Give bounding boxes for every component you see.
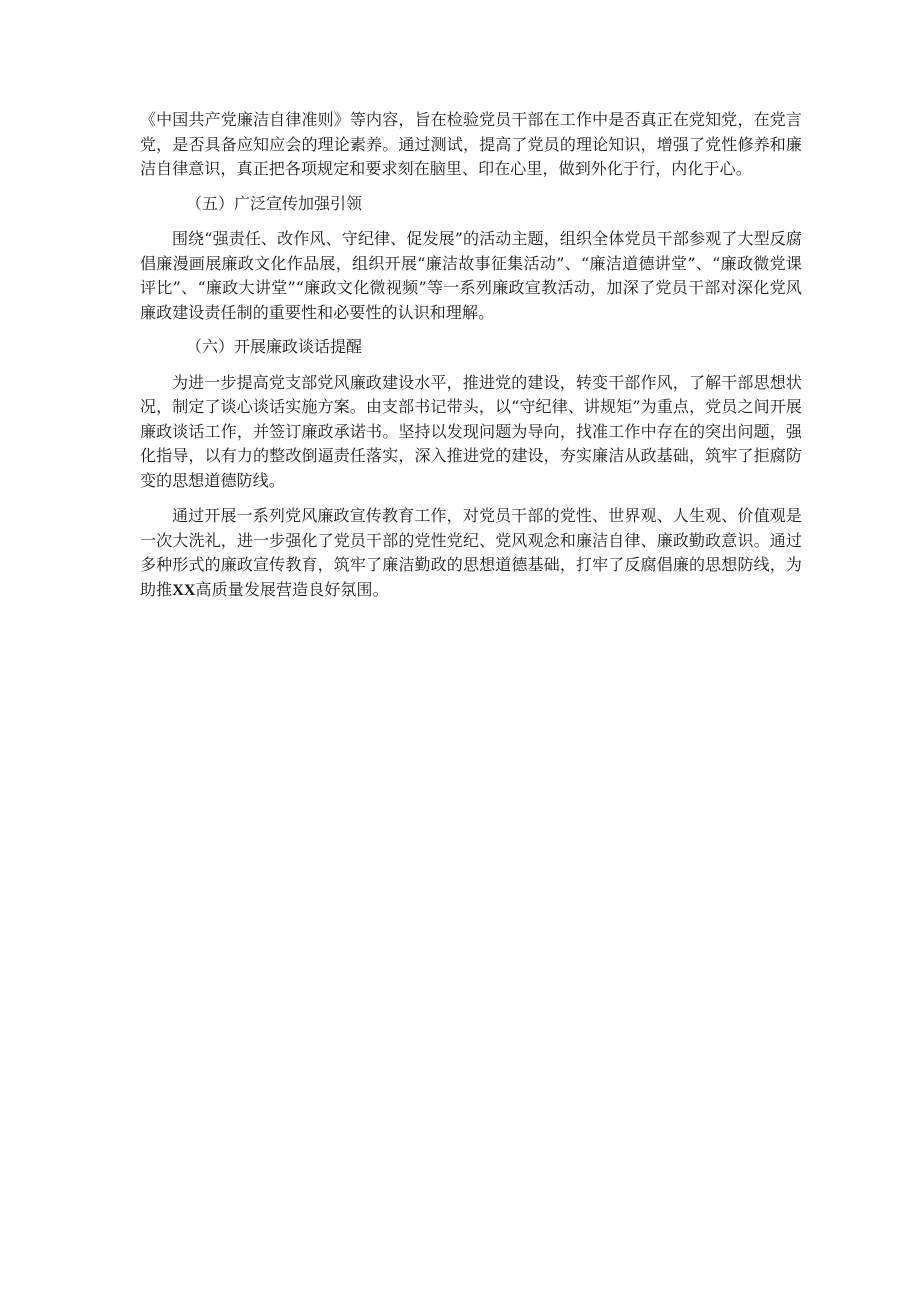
document-body	[140, 108, 802, 603]
paragraph-test-results: 《中国共产党廉洁自律准则》等内容，旨在检验党员干部在工作中是否真正在党知党，在党言党，是否具备应知应会的理论素养。通过测试，提高了党员的理论知识，增强了党性修养和廉洁自律意识，真正把各项规定和要求刻在脑里、印在心里，做到外化于行，内化于心。	[140, 110, 802, 178]
section-heading-5: （五）广泛宣传加强引领	[186, 193, 363, 213]
conclusion-keyword: XX	[172, 581, 196, 599]
paragraph-conclusion	[140, 504, 802, 603]
section-heading-6: （六）开展廉政谈话提醒	[186, 337, 363, 356]
paragraph-integrity-talks: 为进一步提高党支部党风廉政建设水平，推进党的建设，转变干部作风，了解干部思想状况，制定了谈心谈话实施方案。由支部书记带头，以“守纪律、讲规矩”为重点，党员之间开展廉政谈话工作，并签订廉政承诺书。坚持以发现问题为导向，找准工作中存在的突出问题，强化指导，以有力的整改倒逼责任落实，深入推进党的建设，夯实廉洁从政基础，筑牢了拒腐防变的思想道德防线。	[140, 372, 802, 490]
conclusion-text-start: 通过开展一系列党风廉政宣传教育工作，对党员干部的党性、世界观、人生观、价值观是一次大洗礼，进一步强化了党员干部的党性党纪、党风观念和廉洁自律、廉政勤政意识。通过多种形式的廉政宣传教育，筑牢了廉洁勤政的思想道德基础，打牢了反腐倡廉的思想防线，为助推	[140, 506, 802, 599]
conclusion-text-end: 高质量发展营造良好氛围。	[195, 579, 389, 599]
paragraph-publicity: 围绕“强责任、改作风、守纪律、促发展”的活动主题，组织全体党员干部参观了大型反腐倡廉漫画展廉政文化作品展，组织开展“廉洁故事征集活动”、“廉洁道德讲堂”、“廉政微党课评比”、“廉政大讲堂”“廉政文化微视频”等一系列廉政宣教活动，加深了党员干部对深化党风廉政建设责任制的重要性和必要性的认识和理解。	[140, 229, 802, 322]
